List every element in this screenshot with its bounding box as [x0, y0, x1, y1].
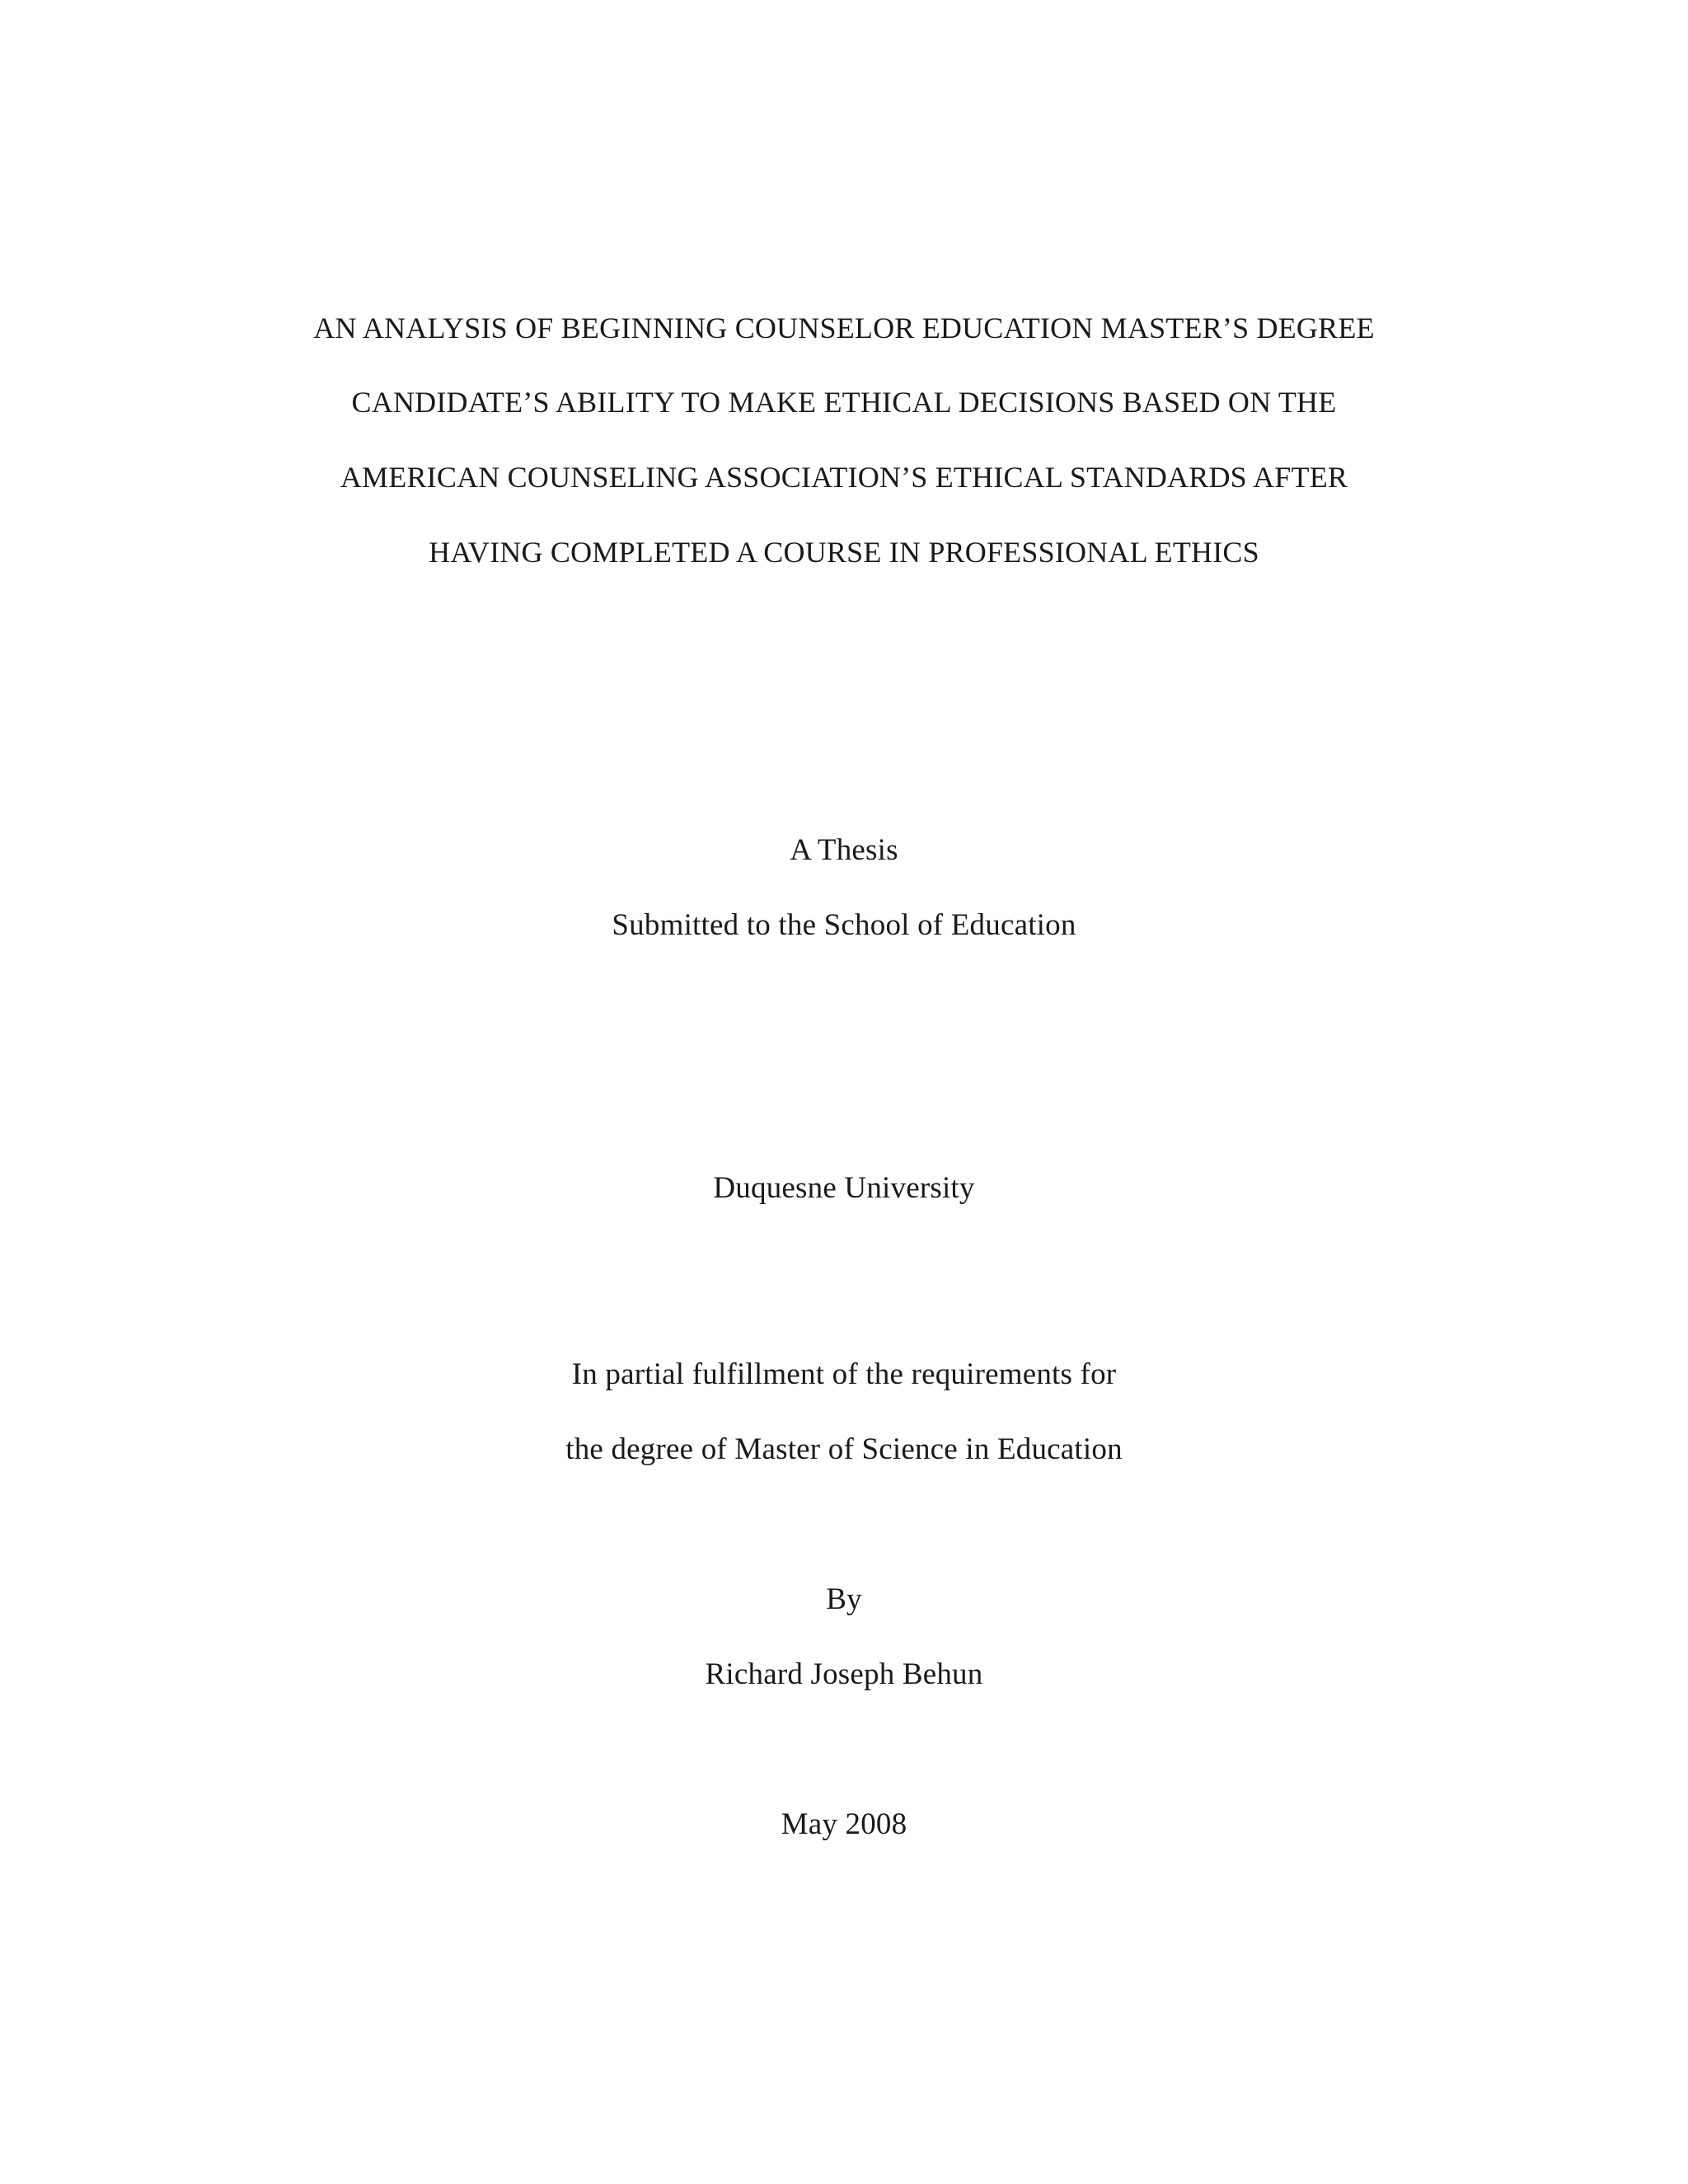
university-name: Duquesne University	[713, 1171, 975, 1205]
author-name: Richard Joseph Behun	[705, 1657, 983, 1691]
submission-date: May 2008	[781, 1807, 907, 1841]
document-type: A Thesis	[790, 833, 898, 867]
thesis-title-line-3: AMERICAN COUNSELING ASSOCIATION’S ETHICAL STANDARDS AFTER	[340, 461, 1348, 494]
thesis-title-line-4: HAVING COMPLETED A COURSE IN PROFESSIONAL ETHICS	[429, 536, 1259, 569]
by-label: By	[826, 1582, 862, 1616]
thesis-title-line-1: AN ANALYSIS OF BEGINNING COUNSELOR EDUCATION MASTER’S DEGREE	[313, 312, 1375, 344]
submitted-to: Submitted to the School of Education	[612, 908, 1076, 942]
fulfillment-line-1: In partial fulfillment of the requirements for	[571, 1357, 1117, 1391]
thesis-title-line-2: CANDIDATE’S ABILITY TO MAKE ETHICAL DECISIONS BASED ON THE	[351, 386, 1337, 419]
fulfillment-line-2: the degree of Master of Science in Education	[565, 1432, 1123, 1466]
